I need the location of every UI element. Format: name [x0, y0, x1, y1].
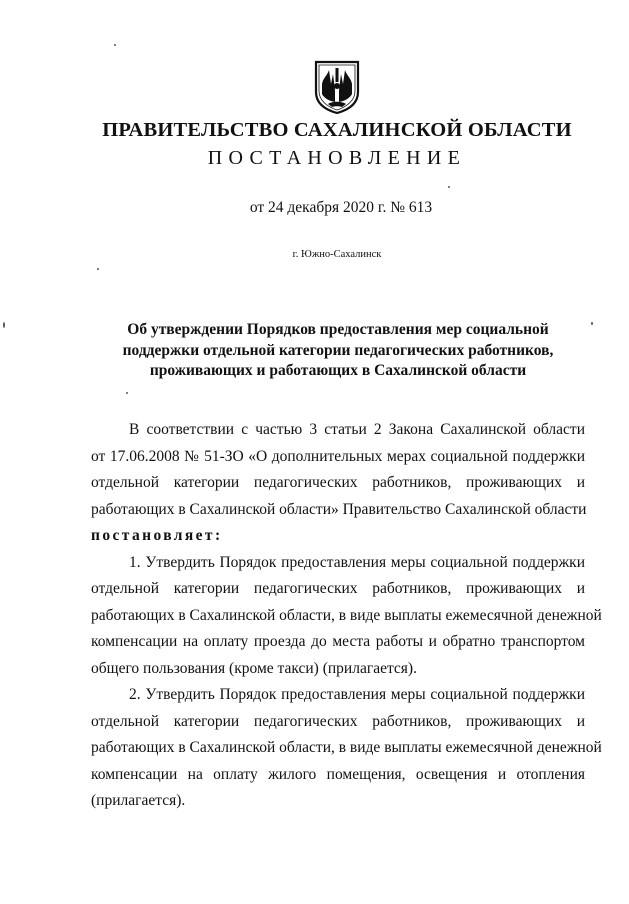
scan-speck [591, 322, 593, 325]
text-line: (прилагается). [91, 792, 186, 809]
scan-speck [3, 322, 5, 328]
preamble-paragraph [91, 417, 585, 550]
text-line: общего пользования (кроме такси) (прилагается). [91, 659, 417, 677]
scan-speck [448, 186, 450, 188]
item-2-paragraph [91, 682, 602, 815]
scan-speck [126, 392, 128, 394]
government-name: ПРАВИТЕЛЬСТВО САХАЛИНСКОЙ ОБЛАСТИ [102, 119, 572, 141]
sakhalin-coat-of-arms-icon [314, 60, 360, 114]
text-line: 2. Утвердить Порядок предоставления меры социальной поддержки [129, 686, 585, 703]
document-date-number: от 24 декабря 2020 г. № 613 [249, 199, 433, 216]
text-line: отдельной категории педагогических работников, проживающих и [91, 580, 585, 597]
document-place: г. Южно-Сахалинск [292, 249, 382, 260]
text-line: работающих в Сахалинской области, в виде выплаты ежемесячной денежной [91, 606, 602, 624]
text-line: компенсации на оплату проезда до места работы и обратно транспортом [91, 633, 585, 650]
text-line: компенсации на оплату жилого помещения, освещения и отопления [91, 765, 585, 783]
item-1-paragraph [91, 550, 602, 683]
scan-speck [114, 44, 116, 46]
document-subject [98, 320, 578, 382]
document-type: ПОСТАНОВЛЕНИЕ [207, 147, 467, 169]
text-line: отдельной категории педагогических работников, проживающих и [91, 474, 585, 491]
text-line: работающих в Сахалинской области» Правительство Сахалинской области [91, 500, 587, 518]
document-body [91, 417, 602, 815]
subject-line: проживающих и работающих в Сахалинской области [149, 362, 527, 379]
text-line: 1. Утвердить Порядок предоставления меры социальной поддержки [129, 553, 585, 571]
text-line: работающих в Сахалинской области, в виде выплаты ежемесячной денежной [91, 739, 602, 756]
scan-speck [97, 268, 99, 270]
subject-line: поддержки отдельной категории педагогических работников, [122, 341, 554, 359]
text-line: от 17.06.2008 № 51-ЗО «О дополнительных мерах социальной поддержки [91, 447, 585, 465]
resolves-word: постановляет: [91, 527, 223, 544]
text-line: В соответствии с частью 3 статьи 2 Закона Сахалинской области [129, 421, 585, 438]
text-line: отдельной категории педагогических работников, проживающих и [91, 712, 585, 730]
subject-line: Об утверждении Порядков предоставления мер социальной [127, 321, 549, 338]
